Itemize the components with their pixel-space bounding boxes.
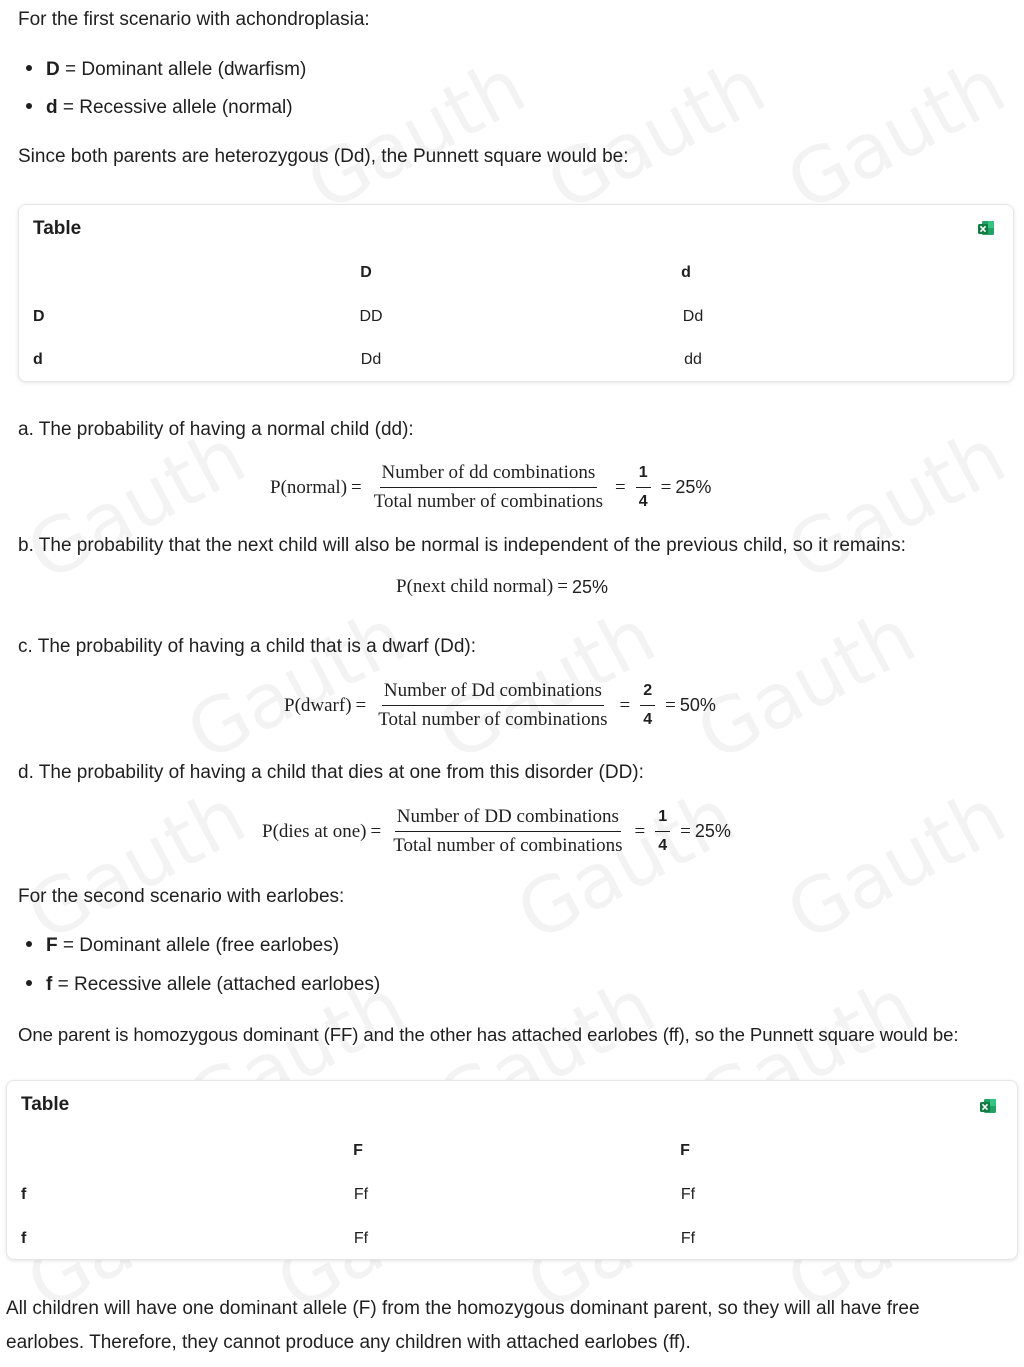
table-title: Table (33, 218, 82, 239)
fraction-denominator: 4 (643, 711, 653, 728)
fraction-numerator: 2 (640, 680, 655, 706)
punnett-table-2 (6, 1080, 1018, 1260)
table-cell: Ff (680, 1230, 696, 1247)
equation-result: 25% (694, 821, 731, 841)
fraction-value (655, 806, 670, 857)
equation-c: P(dwarf) = $\frac{\text{Number of Dd combinations}}{\text{Total number of combinations}}$ = $\frac{2}{4}$ = 50% (284, 680, 716, 730)
row-header: f (21, 1186, 27, 1203)
equation-result: 50% (679, 695, 716, 715)
watermark (773, 41, 1019, 228)
question-c: c. The probability of having a child that is a dwarf (Dd): (18, 636, 476, 657)
equation-lhs: P(next child normal) (396, 576, 554, 597)
row-header: D (33, 308, 45, 325)
question-b: b. The probability that the next child will also be normal is independent of the previous child, so it remains: (18, 535, 906, 556)
watermark (293, 41, 539, 228)
allele-symbol: d (46, 97, 58, 118)
column-header: d (681, 264, 691, 281)
fraction-numerator: Number of Dd combinations (382, 680, 604, 706)
scenario1-intro: For the first scenario with achondroplasia: (18, 9, 370, 30)
watermark (773, 771, 1019, 958)
equation-lhs: P(dies at one) (262, 820, 367, 842)
allele-symbol: F (46, 935, 58, 956)
row-header: f (21, 1230, 27, 1247)
bullet-recessive-allele (26, 973, 380, 997)
question-d: d. The probability of having a child that dies at one from this disorder (DD): (18, 762, 644, 783)
table-cell: Dd (682, 308, 704, 325)
equation-lhs: P(dwarf) (284, 694, 352, 716)
equation-a: P(normal) = $\frac{\text{Number of dd combinations}}{\text{Total number of combinations}}$ = $\frac{1}{4}$ = 25% (270, 462, 712, 512)
table-cell: Ff (680, 1186, 696, 1203)
table-cell: Ff (353, 1186, 369, 1203)
fraction-denominator: 4 (638, 493, 648, 510)
bullet-dominant-allele (26, 58, 306, 82)
allele-description: = Recessive allele (normal) (57, 97, 293, 118)
allele-description: = Recessive allele (attached earlobes) (52, 974, 381, 995)
fraction (372, 462, 605, 513)
equation-result: 25% (675, 477, 712, 497)
scenario1-punnett-intro: Since both parents are heterozygous (Dd), the Punnett square would be: (18, 146, 629, 167)
row-header: d (33, 351, 43, 368)
punnett-table-1 (18, 204, 1014, 382)
column-header: F (353, 1142, 363, 1159)
allele-symbol: D (46, 59, 60, 80)
fraction (391, 806, 624, 857)
equation-lhs: P(normal) (270, 476, 348, 498)
conclusion-line-1: All children will have one dominant allele (F) from the homozygous dominant parent, so they will all have free (6, 1298, 920, 1319)
table-title: Table (21, 1094, 70, 1115)
fraction-numerator: Number of DD combinations (395, 806, 621, 832)
bullet-dot (26, 103, 32, 109)
fraction-value (640, 680, 655, 731)
question-a: a. The probability of having a normal child (dd): (18, 419, 414, 440)
allele-description: = Dominant allele (free earlobes) (57, 935, 340, 956)
watermark (773, 411, 1019, 598)
fraction (376, 680, 609, 731)
fraction-denominator: Total number of combinations (393, 835, 623, 856)
bullet-recessive-allele (26, 96, 293, 120)
fraction-value (636, 462, 651, 513)
bullet-dot (26, 980, 32, 986)
table-cell: Dd (360, 351, 382, 368)
excel-export-icon[interactable] (977, 219, 995, 237)
table-cell: DD (359, 308, 383, 325)
equation-d: P(dies at one) = $\frac{\text{Number of DD combinations}}{\text{Total number of combinations}}$ = $\frac{1}{4}$ = 25% (262, 806, 731, 856)
allele-symbol: f (46, 974, 53, 995)
allele-description: = Dominant allele (dwarfism) (59, 59, 307, 80)
watermark (533, 41, 779, 228)
fraction-denominator: 4 (658, 837, 668, 854)
bullet-dominant-allele (26, 934, 339, 958)
equation-result: 25% (571, 576, 608, 597)
column-header: D (360, 264, 372, 281)
watermark (683, 591, 929, 778)
watermark (13, 771, 259, 958)
excel-export-icon[interactable] (979, 1097, 997, 1115)
bullet-dot (26, 65, 32, 71)
fraction-numerator: 1 (636, 462, 651, 488)
fraction-denominator: Total number of combinations (373, 491, 604, 512)
equation-b: P(next child normal) = 25% (396, 576, 608, 597)
bullet-dot (26, 941, 32, 947)
column-header: F (680, 1142, 690, 1159)
scenario2-intro: For the second scenario with earlobes: (18, 886, 345, 907)
fraction-numerator: Number of dd combinations (380, 462, 598, 488)
table-cell: Ff (353, 1230, 369, 1247)
conclusion-line-2: earlobes. Therefore, they cannot produce any children with attached earlobes (ff). (6, 1332, 691, 1353)
scenario2-punnett-intro: One parent is homozygous dominant (FF) and the other has attached earlobes (ff), so the Punnett square would be: (18, 1024, 959, 1045)
watermark (503, 771, 749, 958)
table-cell: dd (684, 351, 702, 368)
fraction-denominator: Total number of combinations (378, 709, 608, 730)
fraction-numerator: 1 (655, 806, 670, 832)
